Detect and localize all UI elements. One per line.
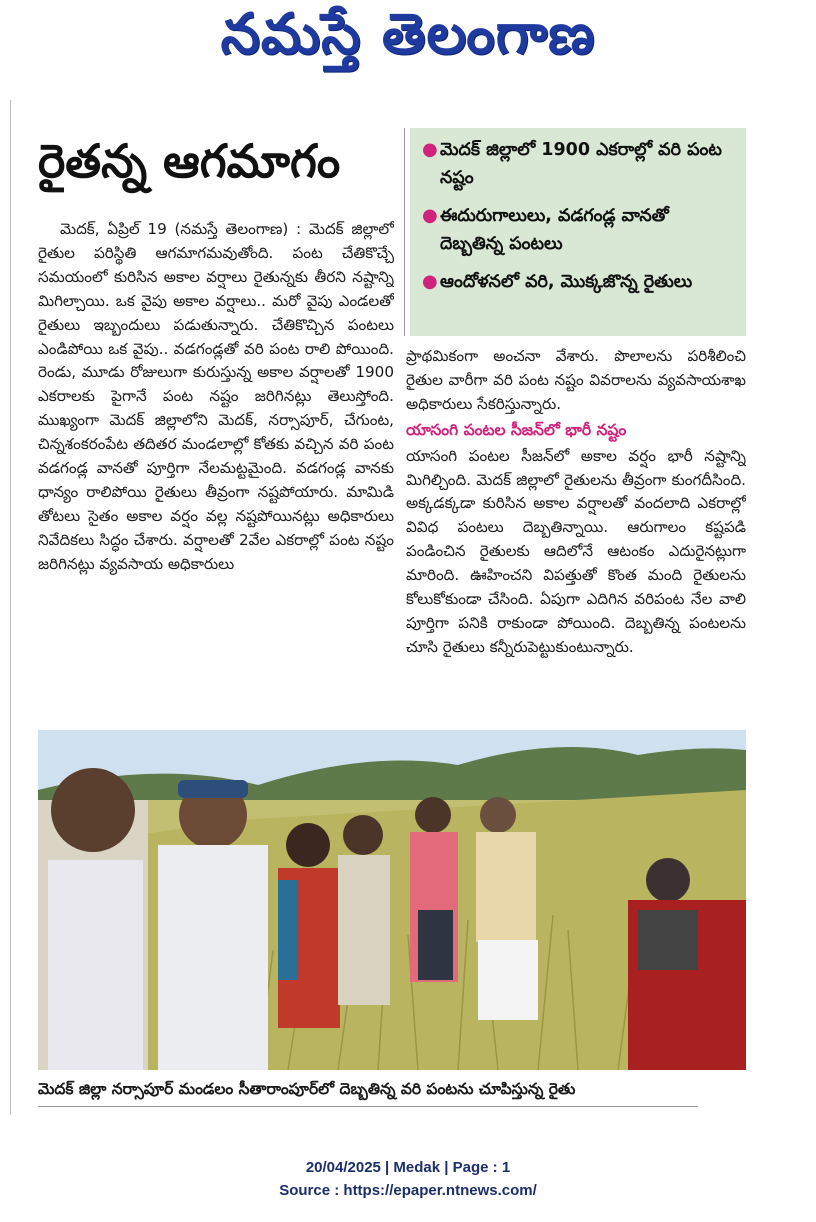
masthead-title: నమస్తే తెలంగాణ xyxy=(220,2,596,67)
article-paragraph: మెదక్, ఏప్రిల్ 19 (నమస్తే తెలంగాణ) : మెదక్ జిల్లాలో రైతుల పరిస్థితి ఆగమాగమవుతోంది. పంట చేతికొచ్చే సమయంలో కురిసిన అకాల వర్షాలు రైతున్నకు తీరని నష్టాన్ని మిగిల్చాయి. ఒక వైపు అకాల వర్షాలు.. మరో వైపు ఎండలతో రైతులు ఇబ్బందులు పడుతున్నారు. చేతికొచ్చిన పంటలు ఎండిపోయి ఒక వైపు.. వడగండ్లతో వరి పంట రాలి పోయింది. రెండు, మూడు రోజులుగా కురుస్తున్న అకాల వర్షాలతో 1900 ఎకరాలకు పైగానే పంట నష్టం జరిగినట్లు తెలుస్తోంది. ముఖ్యంగా మెదక్ జిల్లాలోని మెదక్, నర్సాపూర్, చేగుంట, చిన్నశంకరంపేట తదితర మండలాల్లో కోతకు వచ్చిన వరి పంట వడగండ్ల వానతో పూర్తిగా నేలమట్టమైంది. వడగండ్ల వానకు ధాన్యం రాలిపోయి రైతులు తీవ్రంగా నష్టపోయారు. మామిడి తోటలు సైతం అకాల వర్షం వల్ల నష్టపోయినట్లు అధికారులు నివేదికలు సిద్ధం చేశారు. వర్షాలతో 2వేల ఎకరాల్లో పంట నష్టం జరిగినట్లు వ్యవసాయ అధికారులు xyxy=(38,220,394,573)
highlight-text: ఈదురుగాలులు, వడగండ్ల వానతో దెబ్బతిన్న పంటలు xyxy=(440,206,669,254)
caption-rule xyxy=(38,1106,698,1107)
bullet-icon: ● xyxy=(422,139,438,160)
footer-source-line: Source : https://epaper.ntnews.com/ xyxy=(279,1182,537,1199)
article-headline: రైతన్న ఆగమాగం xyxy=(38,134,341,188)
highlight-item xyxy=(422,136,736,192)
photo-caption: మెదక్ జిల్లా నర్సాపూర్ మండలం సీతారాంపూర్‌లో దెబ్బతిన్న వరి పంటను చూపిస్తున్న రైతు xyxy=(38,1080,576,1098)
article-left-column xyxy=(38,218,394,723)
highlight-item xyxy=(422,202,736,258)
article-paragraph: యాసంగి పంటల సీజన్‌లో అకాల వర్షం భారీ నష్టాన్ని మిగిల్చింది. మెదక్ జిల్లాలో రైతులను తీవ్రంగా కుంగదీసింది. అక్కడక్కడా కురిసిన అకాల వర్షాలతో వందలాది ఎకరాల్లో వివిధ పంటలు దెబ్బతిన్నాయి. ఆరుగాలం కష్టపడి పండించిన రైతులకు ఆదిలోనే ఆటంకం ఎదురైనట్లుగా మారింది. ఊహించని విపత్తుతో కొంత మంది రైతులను కోలుకోకుండా చేసింది. ఏపుగా ఎదిగిన వరిపంట నేల వాలి పూర్తిగా పనికి రాకుండా పోయింది. దెబ్బతిన్న పంటలను చూసి రైతులు కన్నీరుపెట్టుకుంటున్నారు. xyxy=(406,446,746,656)
article-photo xyxy=(38,730,746,1070)
footer-date-line: 20/04/2025 | Medak | Page : 1 xyxy=(305,1159,511,1176)
article-right-column xyxy=(406,345,746,720)
highlight-item xyxy=(422,268,736,296)
photo-illustration xyxy=(38,730,746,1070)
article-paragraph: ప్రాథమికంగా అంచనా వేశారు. పొలాలను పరిశీలించి రైతుల వారీగా వరి పంట నష్టం వివరాలను వ్యవసాయశాఖ అధికారులు సేకరిస్తున్నారు. xyxy=(406,347,746,413)
bullet-icon: ● xyxy=(422,271,438,292)
highlight-text: మెదక్ జిల్లాలో 1900 ఎకరాల్లో వరి పంట నష్టం xyxy=(440,140,722,188)
highlight-divider xyxy=(404,128,405,336)
left-margin-rule xyxy=(10,100,11,1115)
highlights-box xyxy=(410,128,746,336)
article-subheading: యాసంగి పంటల సీజన్‌లో భారీ నష్టం xyxy=(406,420,627,439)
bullet-icon: ● xyxy=(422,205,438,226)
highlight-text: ఆందోళనలో వరి, మొక్కజొన్న రైతులు xyxy=(440,272,693,292)
page-footer xyxy=(0,1156,816,1202)
